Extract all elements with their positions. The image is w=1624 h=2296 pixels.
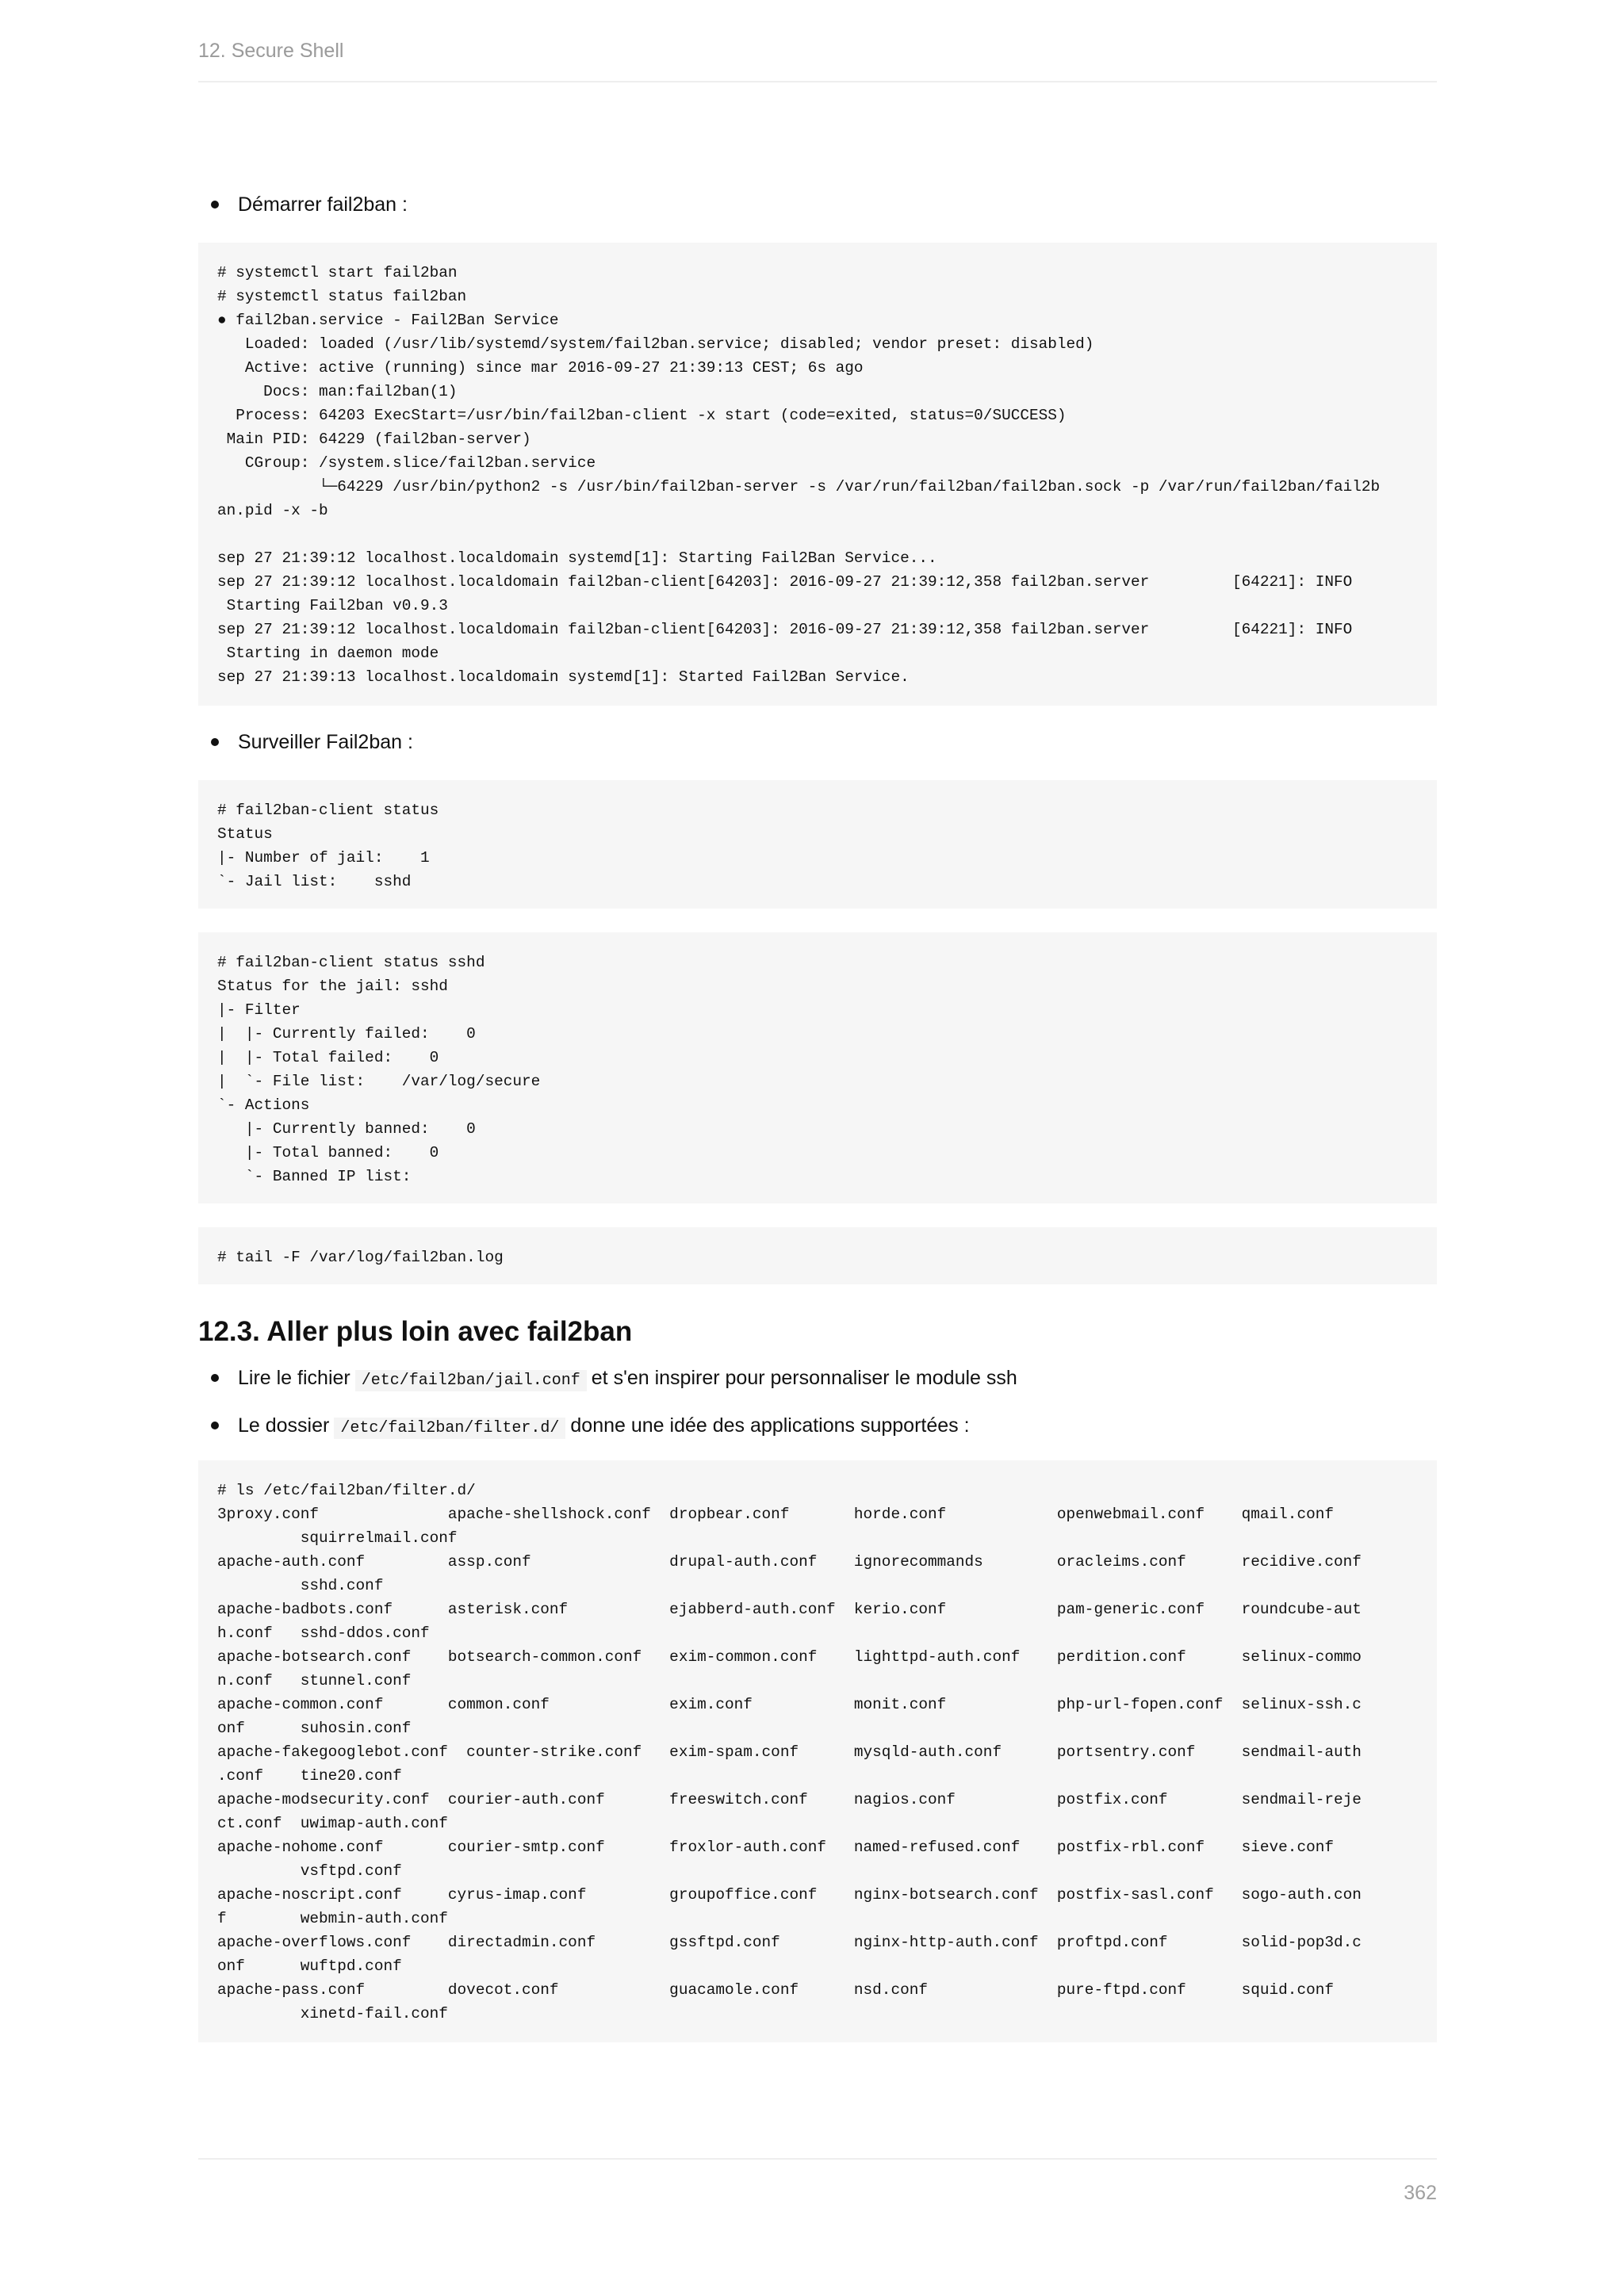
bullet-monitor-fail2ban <box>198 728 1437 756</box>
bullet-read-suffix: et s'en inspirer pour personnaliser le module ssh <box>591 1367 1017 1389</box>
page-header <box>198 36 1437 82</box>
code-block-status: # fail2ban-client status Status |- Number of jail: 1 `- Jail list: sshd <box>198 780 1437 909</box>
bullet-read-jail-conf <box>198 1364 1437 1392</box>
bullet-start-fail2ban <box>198 190 1437 219</box>
bullet-read-prefix: Lire le fichier <box>238 1367 350 1389</box>
bullet-folder-prefix: Le dossier <box>238 1414 330 1437</box>
bullet-filter-folder <box>198 1411 1437 1440</box>
running-title: 12. Secure Shell <box>198 40 344 62</box>
bullet-start-text: Démarrer fail2ban : <box>238 193 408 216</box>
page-content <box>198 190 1437 2042</box>
code-block-status-sshd: # fail2ban-client status sshd Status for the jail: sshd |- Filter | |- Currently failed: 0 | |- Total failed: 0 | `- File list: /var/log/secure `- Actions |- Currently banned: 0 |- Total banned: 0 `- Banned IP list: <box>198 932 1437 1203</box>
code-block-tail: # tail -F /var/log/fail2ban.log <box>198 1227 1437 1284</box>
inline-code-jail-conf: /etc/fail2ban/jail.conf <box>355 1370 587 1391</box>
code-block-ls-filters: # ls /etc/fail2ban/filter.d/ 3proxy.conf apache-shellshock.conf dropbear.conf horde.conf openwebmail.conf qmail.conf squirrelmail.conf apache-auth.conf assp.conf drupal-auth.conf ignorecommands oracleims.conf recidive.conf sshd.conf apache-badbots.conf asterisk.conf ejabberd-auth.conf kerio.conf pam-generic.conf roundcube-aut h.conf sshd-ddos.conf apache-botsearch.conf botsearch-common.conf exim-common.conf lighttpd-auth.conf perdition.conf selinux-commo n.conf stunnel.conf apache-common.conf common.conf exim.conf monit.conf php-url-fopen.conf selinux-ssh.c onf suhosin.conf apache-fakegooglebot.conf counter-strike.conf exim-spam.conf mysqld-auth.conf portsentry.conf sendmail-auth .conf tine20.conf apache-modsecurity.conf courier-auth.conf freeswitch.conf nagios.conf postfix.conf sendmail-reje ct.conf uwimap-auth.conf apache-nohome.conf courier-smtp.conf froxlor-auth.conf named-refused.conf postfix-rbl.conf sieve.conf vsftpd.conf apache-noscript.conf cyrus-imap.conf groupoffice.conf nginx-botsearch.conf postfix-sasl.conf sogo-auth.con f webmin-auth.conf apache-overflows.conf directadmin.conf gssftpd.conf nginx-http-auth.conf proftpd.conf solid-pop3d.c onf wuftpd.conf apache-pass.conf dovecot.conf guacamole.conf nsd.conf pure-ftpd.conf squid.conf xinetd-fail.conf <box>198 1460 1437 2042</box>
inline-code-filter-dir: /etc/fail2ban/filter.d/ <box>334 1418 565 1439</box>
section-title: 12.3. Aller plus loin avec fail2ban <box>198 1316 633 1347</box>
bullet-folder-suffix: donne une idée des applications supportées : <box>570 1414 970 1437</box>
code-block-start: # systemctl start fail2ban # systemctl status fail2ban ● fail2ban.service - Fail2Ban Service Loaded: loaded (/usr/lib/systemd/system/fail2ban.service; disabled; vendor preset: disabled) Active: active (running) since mar 2016-09-27 21:39:13 CEST; 6s ago Docs: man:fail2ban(1) Process: 64203 ExecStart=/usr/bin/fail2ban-client -x start (code=exited, status=0/SUCCESS) Main PID: 64229 (fail2ban-server) CGroup: /system.slice/fail2ban.service └─64229 /usr/bin/python2 -s /usr/bin/fail2ban-server -s /var/run/fail2ban/fail2ban.sock -p /var/run/fail2ban/fail2b an.pid -x -b sep 27 21:39:12 localhost.localdomain systemd[1]: Starting Fail2Ban Service... sep 27 21:39:12 localhost.localdomain fail2ban-client[64203]: 2016-09-27 21:39:12,358 fail2ban.server [64221]: INFO Starting Fail2ban v0.9.3 sep 27 21:39:12 localhost.localdomain fail2ban-client[64203]: 2016-09-27 21:39:12,358 fail2ban.server [64221]: INFO Starting in daemon mode sep 27 21:39:13 localhost.localdomain systemd[1]: Started Fail2Ban Service. <box>198 243 1437 706</box>
page-footer <box>198 2158 1437 2204</box>
bullet-monitor-text: Surveiller Fail2ban : <box>238 731 413 753</box>
page-number: 362 <box>1404 2182 1437 2204</box>
